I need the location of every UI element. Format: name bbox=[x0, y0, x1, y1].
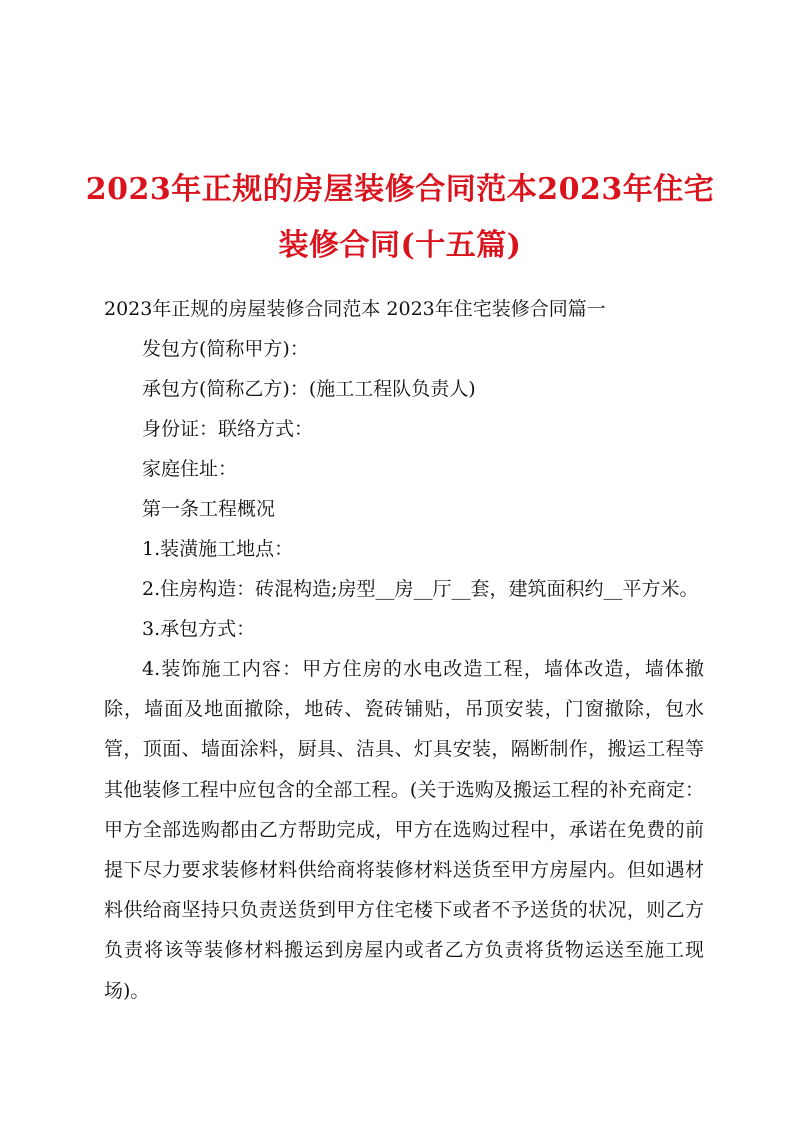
document-title bbox=[80, 162, 720, 274]
clause-3: 3.承包方式： bbox=[142, 618, 256, 640]
clause-4-paragraph: 4.装饰施工内容：甲方住房的水电改造工程，墙体改造，墙体撤除，墙面及地面撤除，地砖、瓷砖铺贴，吊顶安装，门窗撤除，包水管，顶面、墙面涂料，厨具、洁具、灯具安装，隔断制作，搬运工程等其他装修工程中应包含的全部工程。(关于选购及搬运工程的补充商定：甲方全部选购都由乙方帮助完成，甲方在选购过程中，承诺在免费的前提下尽力要求装修材料供给商将装修材料送货至甲方房屋内。但如遇材料供给商坚持只负责送货到甲方住宅楼下或者不予送货的状况，则乙方负责将该等装修材料搬运到房屋内或者乙方负责将货物运送至施工现场)。 bbox=[104, 658, 704, 1002]
article-one-heading: 第一条工程概况 bbox=[142, 498, 276, 520]
section-heading: 2023年正规的房屋装修合同范本 2023年住宅装修合同篇一 bbox=[104, 298, 606, 320]
clause-2: 2.住房构造：砖混构造;房型__房__厅__套，建筑面积约__平方米。 bbox=[142, 578, 699, 600]
document-body bbox=[104, 289, 704, 1011]
clause-1: 1.装潢施工地点： bbox=[142, 538, 294, 560]
title-line-2: 装修合同(十五篇) bbox=[278, 228, 522, 263]
party-b-line: 承包方(简称乙方)：(施工工程队负责人) bbox=[142, 378, 476, 400]
id-contact-line: 身份证：联络方式： bbox=[142, 418, 314, 440]
address-line: 家庭住址： bbox=[142, 458, 238, 480]
party-a-line: 发包方(简称甲方)： bbox=[142, 338, 309, 360]
title-line-1: 2023年正规的房屋装修合同范本2023年住宅 bbox=[85, 172, 715, 207]
